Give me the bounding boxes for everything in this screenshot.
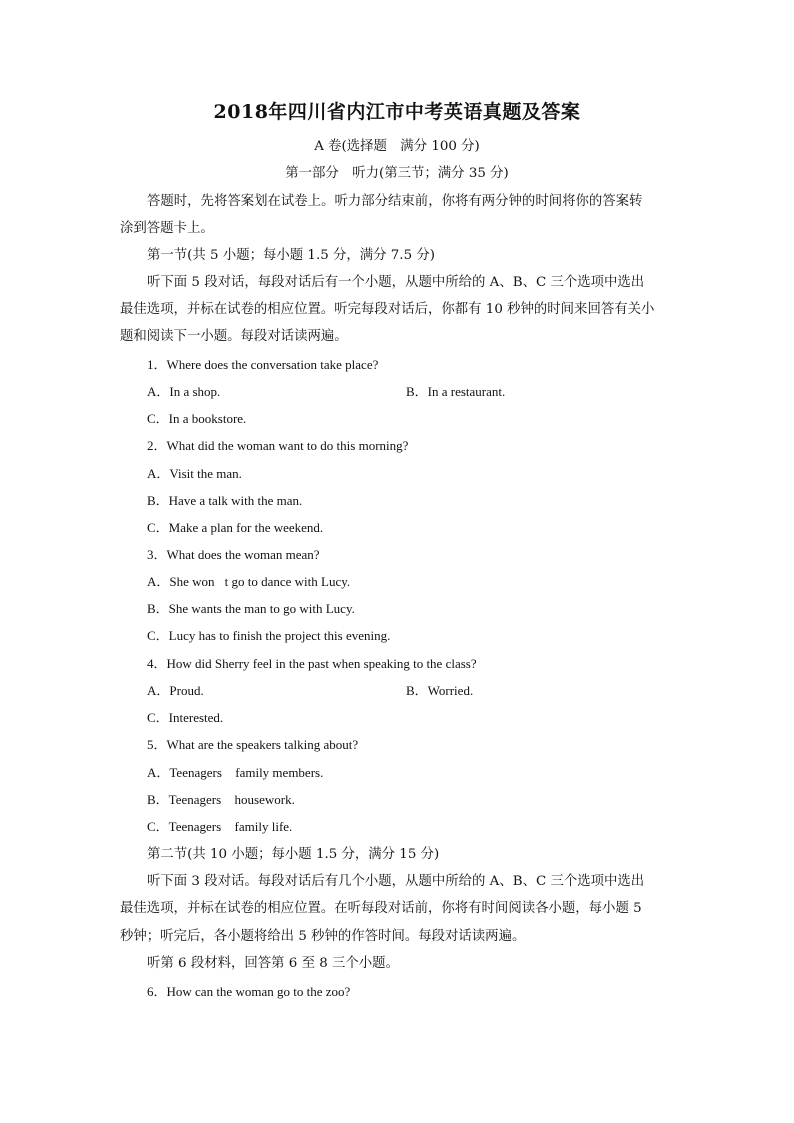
question-2: 2．What did the woman want to do this morning?: [147, 438, 409, 453]
question-4: 4．How did Sherry feel in the past when speaking to the class?: [147, 656, 477, 671]
part1-heading: 第一部分 听力(第三节；满分 35 分): [285, 166, 509, 181]
option-a: A．Teenagers  family members.: [147, 765, 324, 780]
option-b: B．She wants the man to go with Lucy.: [147, 601, 355, 616]
section1-instruction: 听下面 5 段对话，每段对话后有一个小题，从题中所给的 A、B、C 三个选项中选出: [147, 275, 645, 290]
instruction-line: 涂到答题卡上。: [120, 221, 214, 236]
option-c: C．Interested.: [147, 710, 224, 725]
paper-a-heading: A 卷(选择题 满分 100 分): [314, 139, 480, 154]
section1-heading: 第一节(共 5 小题；每小题 1.5 分，满分 7.5 分): [147, 248, 435, 263]
question-6: 6．How can the woman go to the zoo?: [147, 984, 351, 999]
section2-instruction: 秒钟；听完后，各小题将给出 5 秒钟的作答时间。每段对话读两遍。: [120, 929, 526, 944]
section2-instruction: 听下面 3 段对话。每段对话后有几个小题，从题中所给的 A、B、C 三个选项中选出: [147, 874, 645, 889]
question-1-options: [147, 383, 707, 401]
question-1: 1．Where does the conversation take place?: [147, 357, 379, 372]
material-6-note: 听第 6 段材料，回答第 6 至 8 三个小题。: [147, 956, 399, 971]
page-title: 2018年四川省内江市中考英语真题及答案: [213, 101, 581, 123]
option-c: C．In a bookstore.: [147, 411, 247, 426]
section2-heading: 第二节(共 10 小题；每小题 1.5 分，满分 15 分): [147, 847, 440, 862]
option-b: B．Worried.: [406, 683, 474, 698]
question-5: 5．What are the speakers talking about?: [147, 737, 359, 752]
section1-instruction: 最佳选项，并标在试卷的相应位置。听完每段对话后，你都有 10 秒钟的时间来回答有关小: [120, 302, 655, 317]
option-b: B．Have a talk with the man.: [147, 493, 303, 508]
section2-instruction: 最佳选项，并标在试卷的相应位置。在听每段对话前，你将有时间阅读各小题，每小题 5: [120, 901, 642, 916]
option-a: A．Proud.: [147, 683, 204, 698]
option-b: B．In a restaurant.: [406, 384, 506, 399]
option-c: C．Lucy has to finish the project this evening.: [147, 628, 391, 643]
question-4-options: [147, 682, 707, 700]
option-c: C．Teenagers  family life.: [147, 819, 293, 834]
option-c: C．Make a plan for the weekend.: [147, 520, 324, 535]
option-a: A．Visit the man.: [147, 466, 242, 481]
option-a: A．She won t go to dance with Lucy.: [147, 574, 351, 589]
option-a: A．In a shop.: [147, 384, 221, 399]
option-b: B．Teenagers  housework.: [147, 792, 295, 807]
section1-instruction: 题和阅读下一小题。每段对话读两遍。: [120, 329, 348, 344]
question-3: 3．What does the woman mean?: [147, 547, 320, 562]
instruction-line: 答题时，先将答案划在试卷上。听力部分结束前，你将有两分钟的时间将你的答案转: [147, 194, 643, 209]
